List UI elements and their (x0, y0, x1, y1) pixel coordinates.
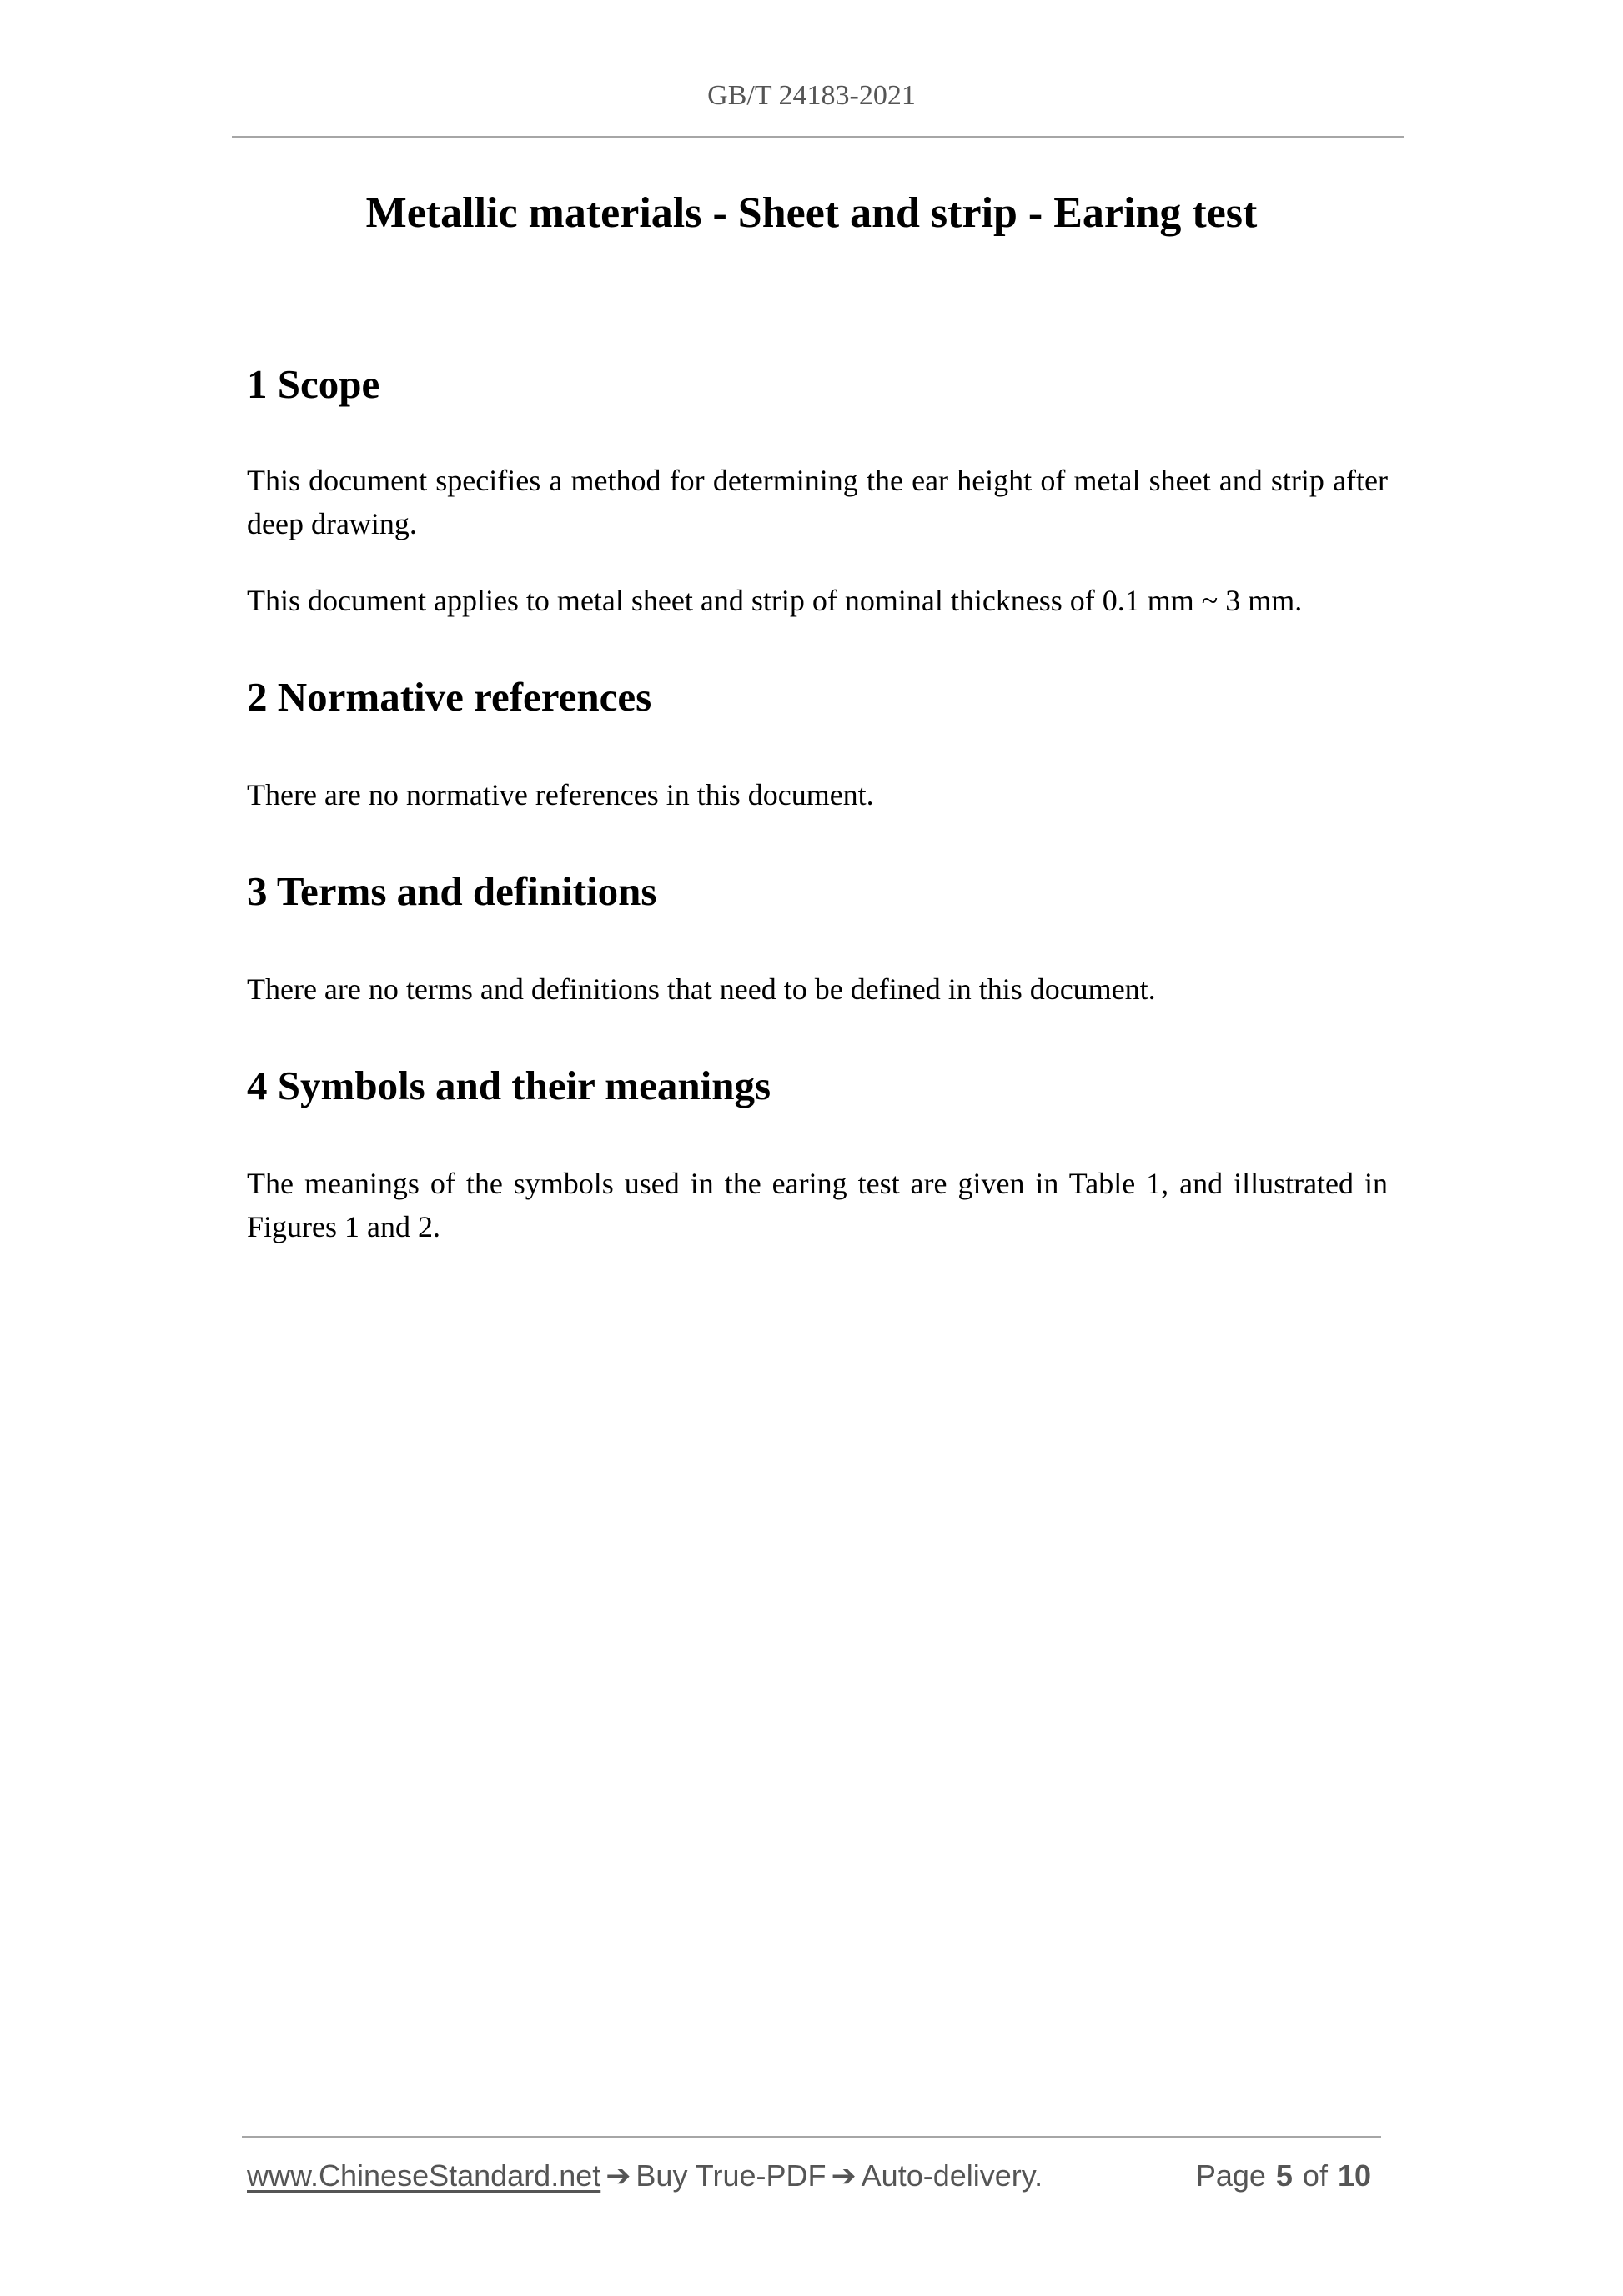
section-heading-symbols-meanings: 4 Symbols and their meanings (247, 1063, 771, 1108)
footer-divider (242, 2136, 1381, 2138)
footer-promo (247, 2158, 1043, 2193)
buy-true-pdf-text: Buy True-PDF (636, 2158, 827, 2193)
section-heading-terms-definitions: 3 Terms and definitions (247, 868, 657, 914)
arrow-right-icon: ➔ (831, 2158, 857, 2193)
website-link[interactable]: www.ChineseStandard.net (247, 2158, 601, 2193)
arrow-right-icon: ➔ (605, 2158, 631, 2193)
normative-references-paragraph: There are no normative references in this document. (247, 778, 874, 811)
page-number (1196, 2158, 1371, 2193)
page-label: Page (1195, 2158, 1266, 2193)
symbols-meanings-paragraph: The meanings of the symbols used in the earing test are given in Table 1, and illustrated in Figures 1 and 2. (247, 1167, 1388, 1243)
section-heading-normative-references: 2 Normative references (247, 674, 652, 720)
header-divider (232, 136, 1404, 138)
scope-paragraph-2: This document applies to metal sheet and strip of nominal thickness of 0.1 mm ~ 3 mm. (247, 584, 1303, 617)
auto-delivery-text: Auto-delivery. (861, 2158, 1043, 2193)
document-title: Metallic materials - Sheet and strip - Earing test (365, 189, 1258, 237)
page-footer (247, 2158, 1381, 2198)
current-page-number: 5 (1275, 2158, 1293, 2193)
scope-paragraph-1: This document specifies a method for determining the ear height of metal sheet and strip after deep drawing. (247, 464, 1388, 540)
page-of-label: of (1302, 2158, 1328, 2193)
terms-definitions-paragraph: There are no terms and definitions that need to be defined in this document. (247, 972, 1156, 1006)
section-heading-scope: 1 Scope (247, 361, 380, 407)
running-header: GB/T 24183-2021 (707, 80, 916, 111)
total-page-number: 10 (1337, 2158, 1371, 2193)
